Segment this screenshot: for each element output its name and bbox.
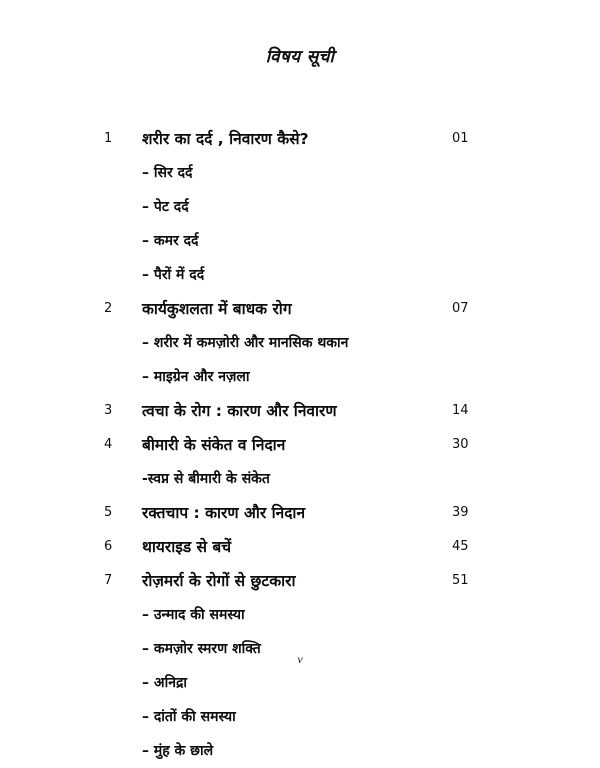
- toc-entry-label: बीमारी के संकेत व निदान: [142, 436, 286, 454]
- toc-chapter-row[interactable]: [0, 496, 600, 530]
- toc-entry-label: – शरीर में कमज़ोरी और मानसिक थकान: [142, 335, 349, 351]
- toc-entry-number: 7: [104, 573, 113, 588]
- toc-sub-entry-row[interactable]: [0, 734, 600, 768]
- toc-sub-entry-row[interactable]: [0, 190, 600, 224]
- toc-entry-page-number: 07: [452, 301, 469, 316]
- page-folio-number: v: [297, 652, 303, 666]
- toc-chapter-row[interactable]: [0, 122, 600, 156]
- table-of-contents-list: [0, 122, 600, 768]
- toc-entry-number: 1: [104, 131, 113, 146]
- toc-entry-page-number: 51: [452, 573, 469, 588]
- toc-entry-page-number: 01: [452, 131, 469, 146]
- toc-entry-label: – मुंह के छाले: [142, 743, 214, 759]
- toc-sub-entry-row[interactable]: [0, 462, 600, 496]
- toc-chapter-row[interactable]: [0, 428, 600, 462]
- toc-entry-number: 3: [104, 403, 113, 418]
- toc-chapter-row[interactable]: [0, 530, 600, 564]
- toc-sub-entry-row[interactable]: [0, 258, 600, 292]
- toc-entry-number: 6: [104, 539, 113, 554]
- toc-chapter-row[interactable]: [0, 292, 600, 326]
- toc-entry-label: – कमज़ोर स्मरण शक्ति: [142, 641, 261, 657]
- toc-entry-number: 4: [104, 437, 113, 452]
- toc-entry-label: – माइग्रेन और नज़ला: [142, 369, 250, 385]
- toc-sub-entry-row[interactable]: [0, 156, 600, 190]
- toc-entry-label: – कमर दर्द: [142, 233, 199, 249]
- toc-entry-label: – अनिद्रा: [142, 675, 188, 691]
- toc-sub-entry-row[interactable]: [0, 598, 600, 632]
- toc-entry-label: – उन्माद की समस्या: [142, 607, 245, 623]
- toc-entry-number: 2: [104, 301, 113, 316]
- toc-sub-entry-row[interactable]: [0, 700, 600, 734]
- toc-entry-page-number: 30: [452, 437, 469, 452]
- toc-entry-label: कार्यकुशलता में बाधक रोग: [142, 300, 292, 318]
- toc-entry-page-number: 45: [452, 539, 469, 554]
- toc-entry-label: – पेट दर्द: [142, 199, 189, 215]
- page-title: विषय सूची: [265, 47, 335, 67]
- toc-entry-page-number: 39: [452, 505, 469, 520]
- toc-entry-number: 5: [104, 505, 113, 520]
- toc-sub-entry-row[interactable]: [0, 666, 600, 700]
- toc-entry-label: त्वचा के रोग : कारण और निवारण: [142, 402, 337, 420]
- toc-entry-label: – दांतों की समस्या: [142, 709, 236, 725]
- toc-sub-entry-row[interactable]: [0, 360, 600, 394]
- toc-chapter-row[interactable]: [0, 564, 600, 598]
- toc-sub-entry-row[interactable]: [0, 326, 600, 360]
- toc-entry-label: थायराइड से बचें: [142, 538, 232, 556]
- toc-entry-label: – सिर दर्द: [142, 165, 193, 181]
- toc-entry-label: रक्तचाप : कारण और निदान: [142, 504, 306, 522]
- toc-chapter-row[interactable]: [0, 394, 600, 428]
- toc-entry-label: – पैरों में दर्द: [142, 267, 205, 283]
- toc-entry-label: -स्वप्न से बीमारी के संकेत: [142, 471, 270, 487]
- toc-sub-entry-row[interactable]: [0, 224, 600, 258]
- toc-entry-label: रोज़मर्रा के रोगों से छुटकारा: [142, 572, 296, 590]
- toc-entry-page-number: 14: [452, 403, 469, 418]
- toc-entry-label: शरीर का दर्द , निवारण कैसे?: [142, 130, 309, 148]
